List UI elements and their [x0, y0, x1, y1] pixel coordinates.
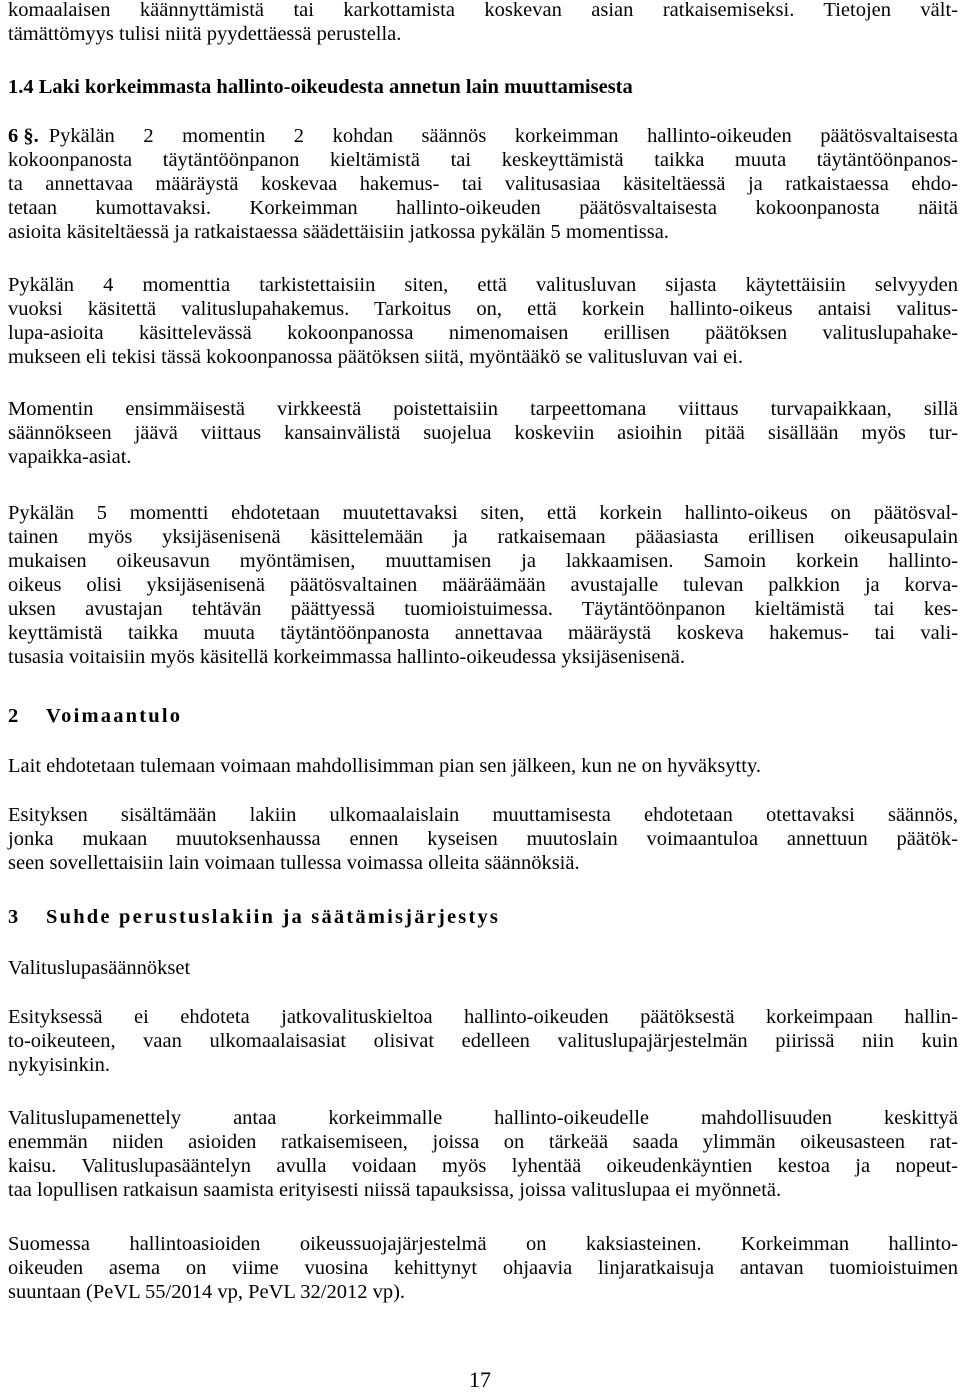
paragraph-voimaantulo — [8, 754, 958, 778]
text-line: keyttämistä taikka muuta täytäntöönpanosta annettavaa määräystä koskeva hakemus- tai vali- — [8, 622, 958, 644]
text-line: Valituslupamenettely antaa korkeimmalle hallinto-oikeudelle mahdollisuuden keskittyä — [8, 1107, 958, 1129]
text-line: uksen avustajan tehtävän päättyessä tuomioistuimessa. Täytäntöönpanon kieltämistä tai kes- — [8, 598, 958, 620]
text-line: Lait ehdotetaan tulemaan voimaan mahdollisimman pian sen jälkeen, kun ne on hyväksytty. — [8, 755, 761, 777]
text-line: vuoksi käsitettä valituslupahakemus. Tarkoitus on, että korkein hallinto-oikeus antaisi valitus- — [8, 298, 958, 320]
text-line: nykyisinkin. — [8, 1054, 110, 1076]
text-line: ta annettavaa määräystä koskevaa hakemus- tai valitusasiaa käsiteltäessä ja ratkaistaessa ehdo- — [8, 173, 958, 195]
text-line: tusasia voitaisiin myös käsitellä korkeimmassa hallinto-oikeudessa yksijäsenisenä. — [8, 646, 685, 668]
text-line: Suomessa hallintoasioiden oikeussuojajärjestelmä on kaksiasteinen. Korkeimman hallinto- — [8, 1233, 958, 1255]
text-line: taa lopullisen ratkaisun saamista erityisesti niissä tapauksissa, joissa valituslupaa ei myönnetä. — [8, 1179, 782, 1201]
text-line: oikeus olisi yksijäsenisenä päätösvaltainen määräämään avustajalle tulevan palkkion ja korva- — [8, 574, 958, 596]
text-line: oikeuden asema on viime vuosina kehittynyt ohjaavia linjaratkaisuja antavan tuomioistuimen — [8, 1257, 958, 1279]
text-line: tainen myös yksijäsenisenä käsittelemään ja ratkaisemaan pääasiasta erillisen oikeusapulain — [8, 526, 958, 548]
text-line — [8, 124, 958, 148]
text-line: tetaan kumottavaksi. Korkeimman hallinto-oikeuden päätösvaltaisesta kokoonpanosta näitä — [8, 197, 958, 219]
text-line: Pykälän 5 momentti ehdotetaan muutettavaksi siten, että korkein hallinto-oikeus on päätösval- — [8, 502, 958, 524]
paragraph-5-momentti — [8, 501, 958, 669]
paragraph-6-section — [8, 124, 958, 244]
text-line: lupa-asioita käsittelevässä kokoonpanossa nimenomaisen erillisen päätöksen valituslupahake- — [8, 322, 958, 344]
text-line: Momentin ensimmäisestä virkkeestä poistettaisiin tarpeettomana viittaus turvapaikkaan, sillä — [8, 398, 958, 420]
text-line: säännökseen jäävä viittaus kansainvälistä suojelua koskeviin asioihin pitää sisällään myös tur- — [8, 422, 958, 444]
section-heading-1-4: 1.4 Laki korkeimmasta hallinto-oikeudesta annetun lain muuttamisesta — [8, 76, 633, 98]
text-line: Esityksessä ei ehdoteta jatkovalituskieltoa hallinto-oikeuden päätöksestä korkeimpaan hallin- — [8, 1006, 958, 1028]
paragraph-4-momentti — [8, 273, 958, 369]
text-line: vapaikka-asiat. — [8, 446, 132, 468]
text-line: asioita käsiteltäessä ja ratkaistaessa säädettäisiin jatkossa pykälän 5 momentissa. — [8, 221, 669, 243]
text-line: mukaisen oikeusavun myöntämisen, muuttamisen ja lakkaamisen. Samoin korkein hallinto- — [8, 550, 958, 572]
text-line: mukseen eli tekisi tässä kokoonpanossa päätöksen siitä, myöntääkö se valitusluvan vai ei. — [8, 346, 743, 368]
paragraph-momentin — [8, 397, 958, 469]
text-line: to-oikeuteen, vaan ulkomaalaisasiat olisivat edelleen valituslupajärjestelmän piirissä niin kuin — [8, 1030, 958, 1052]
text-line: komaalaisen käännyttämistä tai karkottamista koskevan asian ratkaisemiseksi. Tietojen vält- — [8, 0, 958, 21]
paragraph-jatkovalitus — [8, 1005, 958, 1077]
text-line: suuntaan (PeVL 55/2014 vp, PeVL 32/2012 vp). — [8, 1281, 406, 1303]
paragraph-esityksen — [8, 803, 958, 875]
text-line: jonka mukaan muutoksenhaussa ennen kyseisen muutoslain voimaantuloa annettuun päätök- — [8, 828, 958, 850]
text-line: kokoonpanosta täytäntöönpanon kieltämistä tai keskeyttämistä taikka muuta täytäntöönpanos- — [8, 149, 958, 171]
chapter-number: 2 — [8, 705, 19, 727]
paragraph-suomessa — [8, 1232, 958, 1304]
page-number: 17 — [469, 1367, 491, 1392]
text-line: Pykälän 4 momenttia tarkistettaisiin siten, että valitusluvan sijasta käytettäisiin selvyyden — [8, 274, 958, 296]
text-line: kaisu. Valituslupasääntelyn avulla voidaan myös lyhentää oikeudenkäyntien kestoa ja nopeut- — [8, 1155, 958, 1177]
chapter-heading-2 — [8, 704, 182, 728]
section-label: 6 §. — [8, 125, 39, 147]
text-line: tämättömyys tulisi niitä pyydettäessä perustella. — [8, 23, 402, 45]
chapter-heading-3 — [8, 905, 500, 929]
text-line: Esityksen sisältämään lakiin ulkomaalaislain muuttamisesta ehdotetaan otettavaksi säännös, — [8, 804, 958, 826]
text-line-rest: Pykälän 2 momentin 2 kohdan säännös korkeimman hallinto-oikeuden päätösvaltaisesta — [48, 125, 958, 147]
chapter-title: Suhde perustuslakiin ja säätämisjärjestys — [46, 906, 501, 928]
paragraph-intro — [8, 0, 958, 46]
text-line: enemmän niiden asioiden ratkaisemiseen, joissa on tärkeää saada ylimmän oikeusasteen rat- — [8, 1131, 958, 1153]
subheading-valituslupa: Valituslupasäännökset — [8, 957, 191, 979]
chapter-number: 3 — [8, 906, 19, 928]
chapter-title: Voimaantulo — [46, 705, 183, 727]
paragraph-valituslupamenettely — [8, 1106, 958, 1202]
text-line: seen sovellettaisiin lain voimaan tullessa voimassa olleita säännöksiä. — [8, 852, 580, 874]
